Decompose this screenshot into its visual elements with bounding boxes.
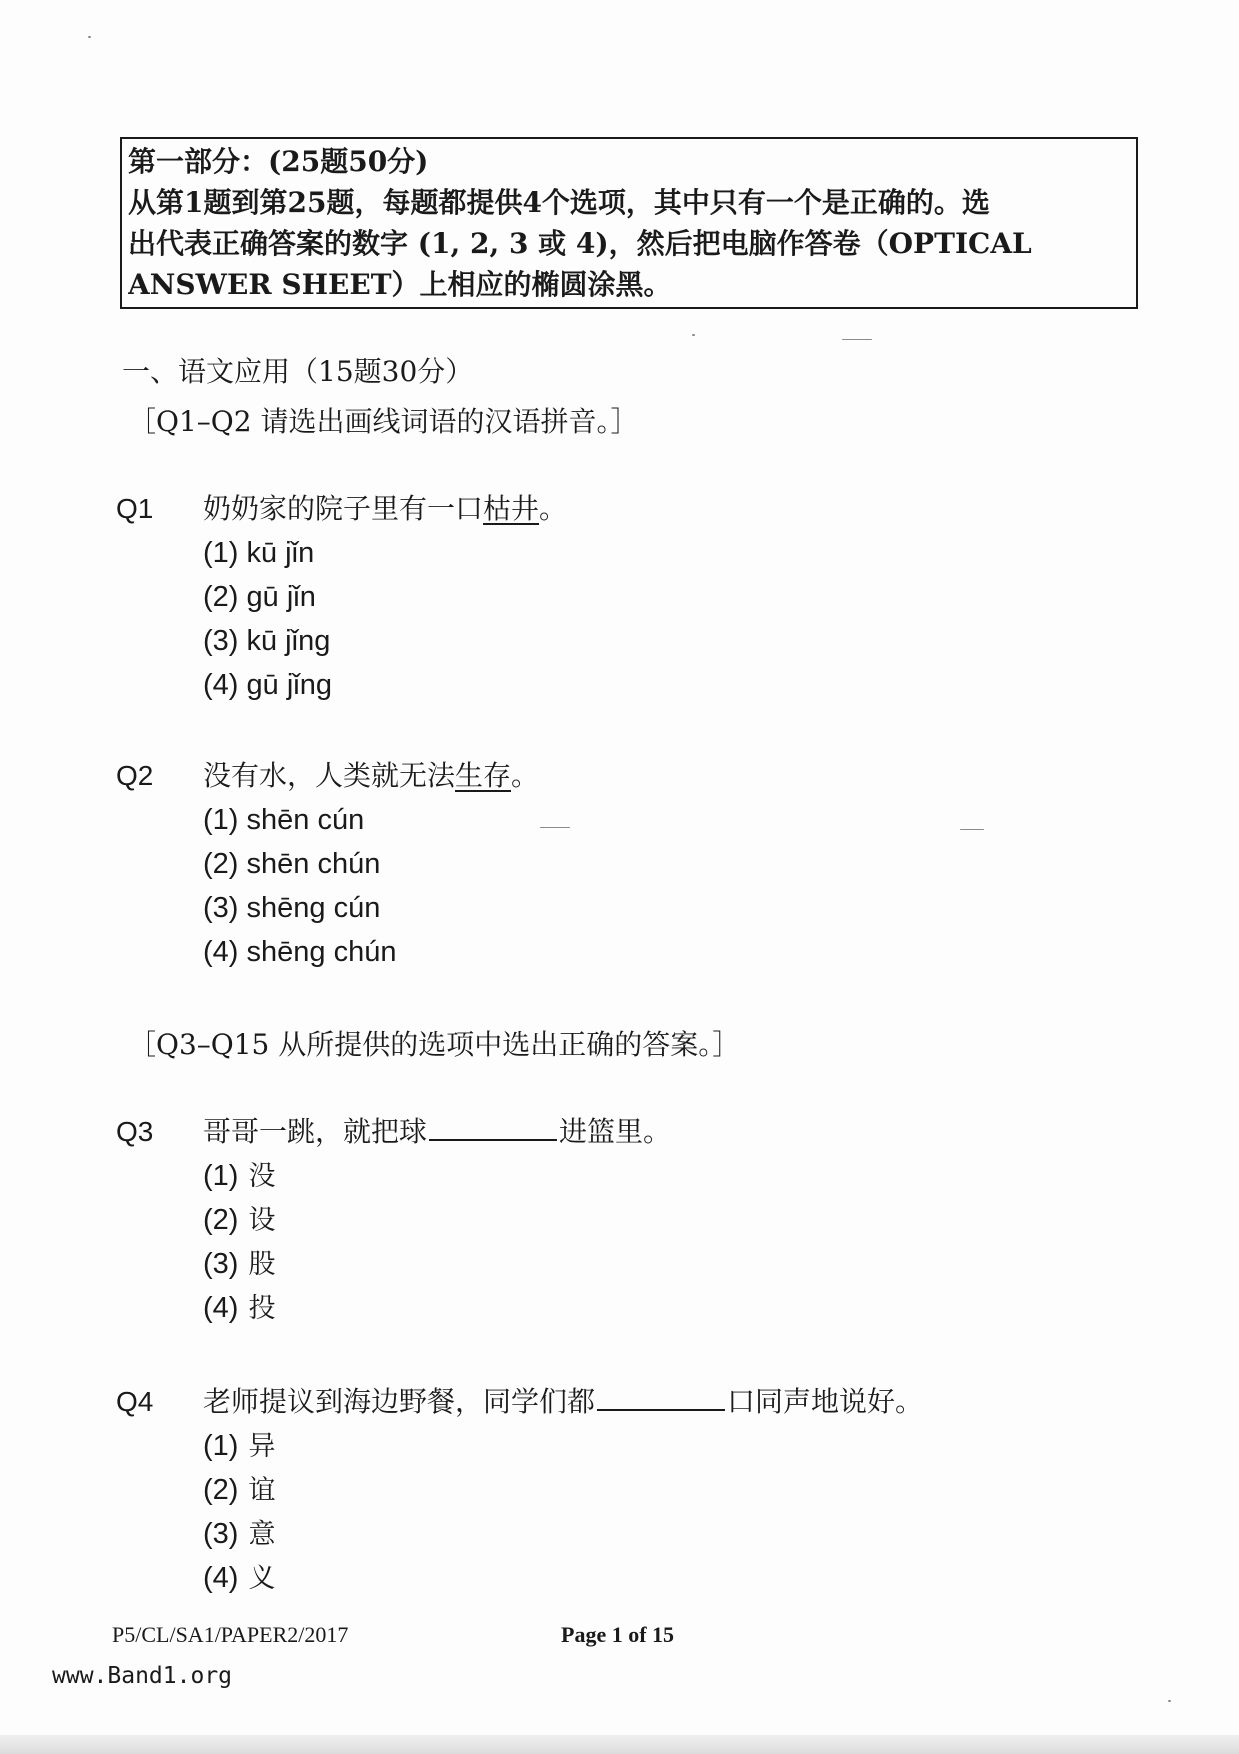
instructions-line-3: 出代表正确答案的数字 (1, 2, 3 或 4)，然后把电脑作答卷（OPTICAL	[128, 227, 1032, 260]
option-4	[203, 1286, 1116, 1330]
option-label: (4)	[203, 1562, 239, 1594]
stem-end: 口同声地说好。	[727, 1385, 924, 1418]
option-1: (1) shēn cún	[203, 804, 365, 836]
question-number: Q3	[116, 1116, 154, 1147]
option-label: (1)	[203, 1430, 239, 1462]
question-number: Q4	[116, 1386, 154, 1417]
option-text: 股	[248, 1249, 276, 1280]
question-stem	[116, 1110, 1116, 1154]
question-q3	[116, 1110, 1116, 1330]
option-1	[203, 1154, 1116, 1198]
option-1: (1) kū jǐn	[203, 537, 315, 569]
stem-text: 老师提议到海边野餐，同学们都	[203, 1385, 596, 1418]
watermark-url: www.Band1.org	[52, 1663, 233, 1689]
option-label: (2)	[203, 1204, 239, 1236]
question-number: Q1	[116, 493, 154, 524]
option-text: 义	[248, 1563, 276, 1594]
option-2	[203, 1468, 1116, 1512]
question-stem	[116, 1380, 1116, 1424]
scan-speck	[692, 334, 695, 336]
option-text: 投	[248, 1293, 276, 1324]
option-3: (3) kū jǐng	[203, 625, 331, 657]
stem-text: 没有水，人类就无法	[203, 759, 456, 792]
option-1	[203, 1424, 1116, 1468]
option-label: (1)	[203, 1160, 239, 1192]
question-q4	[116, 1380, 1116, 1600]
instructions-line-1: 第一部分：(25题50分)	[128, 145, 429, 178]
question-stem	[116, 754, 1116, 798]
answer-blank	[429, 1113, 557, 1141]
question-q1	[116, 487, 1116, 707]
option-2: (2) gū jǐn	[203, 581, 316, 613]
underlined-word: 生存	[455, 759, 512, 792]
stem-end: 。	[511, 759, 540, 792]
stem-text: 哥哥一跳，就把球	[203, 1115, 428, 1148]
option-4	[203, 1556, 1116, 1600]
instructions-box	[120, 137, 1138, 309]
question-number: Q2	[116, 760, 154, 791]
question-q2	[116, 754, 1116, 974]
option-text: 异	[248, 1431, 276, 1462]
section-title: 一、语文应用（15题30分）	[122, 355, 474, 388]
option-label: (4)	[203, 1292, 239, 1324]
option-2: (2) shēn chún	[203, 848, 381, 880]
option-text: 设	[248, 1205, 276, 1236]
option-list	[203, 1424, 1116, 1600]
scan-speck	[88, 36, 91, 38]
option-3	[203, 1512, 1116, 1556]
option-list	[203, 798, 1116, 974]
option-text: 谊	[248, 1475, 276, 1506]
option-3: (3) shēng cún	[203, 892, 381, 924]
paper-code: P5/CL/SA1/PAPER2/2017	[112, 1622, 349, 1647]
page-number: Page 1 of 15	[561, 1622, 675, 1647]
section-note-q3-q15: ［Q3–Q15 从所提供的选项中选出正确的答案。］	[128, 1028, 741, 1061]
option-label: (3)	[203, 1518, 239, 1550]
stem-end: 进篮里。	[559, 1115, 672, 1148]
option-4: (4) shēng chún	[203, 936, 397, 968]
instructions-line-4: ANSWER SHEET）上相应的椭圆涂黑。	[128, 268, 672, 301]
option-label: (3)	[203, 1248, 239, 1280]
option-3	[203, 1242, 1116, 1286]
question-stem	[116, 487, 1116, 531]
instructions-line-2: 从第1题到第25题，每题都提供4个选项，其中只有一个是正确的。选	[128, 186, 990, 219]
underlined-word: 枯井	[483, 492, 540, 525]
stem-text: 奶奶家的院子里有一口	[203, 492, 484, 525]
answer-blank	[597, 1383, 725, 1411]
option-label: (2)	[203, 1474, 239, 1506]
section-note-q1-q2: ［Q1–Q2 请选出画线词语的汉语拼音。］	[128, 405, 639, 438]
option-4: (4) gū jǐng	[203, 669, 332, 701]
scan-speck	[1168, 1700, 1171, 1702]
stem-end: 。	[539, 492, 568, 525]
scan-speck	[842, 339, 872, 340]
option-text: 意	[248, 1519, 276, 1550]
option-text: 没	[248, 1161, 276, 1192]
option-list	[203, 1154, 1116, 1330]
option-2	[203, 1198, 1116, 1242]
scan-edge	[0, 1735, 1239, 1754]
option-list	[203, 531, 1116, 707]
